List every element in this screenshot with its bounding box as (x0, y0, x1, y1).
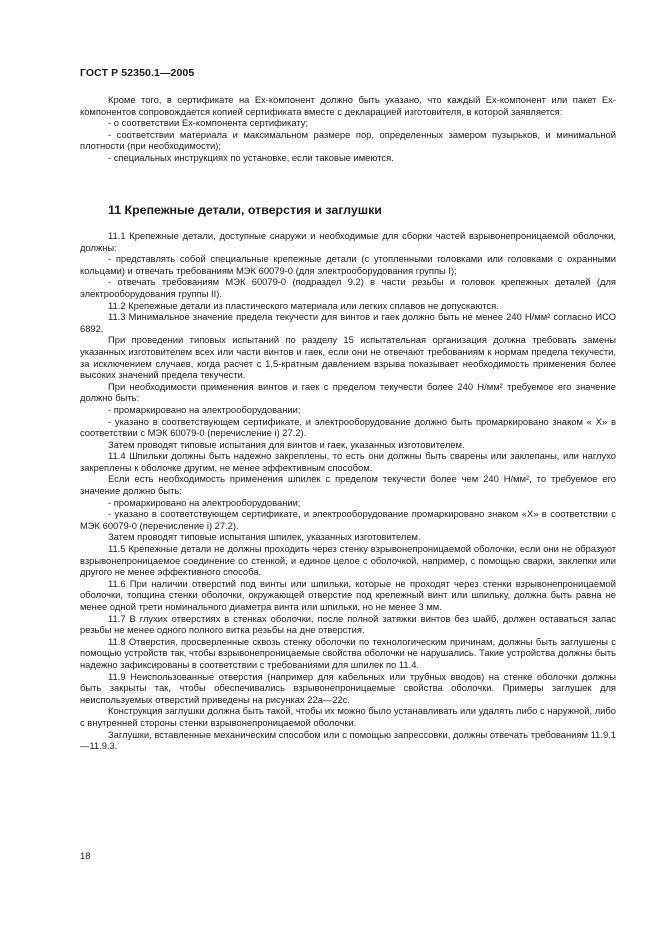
paragraph: Если есть необходимость применения шпилек с пределом текучести более чем 240 Н/мм², то требуемое его значение должно быть: (80, 473, 616, 497)
list-item: - указано в соответствующем сертификате, и электрооборудование должно быть промаркировано знаком « Х» в соответствии с МЭК 60079-0 (перечисление i) 27.2). (80, 415, 616, 439)
paragraph-11-2: 11.2 Крепежные детали из пластического материала или легких сплавов не допускаются. (108, 299, 499, 311)
intro-list-item: - специальных инструкциях по установке, если таковые имеются. (108, 151, 394, 163)
paragraph-11-3: 11.3 Минимальное значение предела текучести для винтов и гаек должно быть не менее 240 Н/мм² согласно ИСО 6892. (80, 311, 616, 334)
section-body (80, 230, 616, 752)
section-heading: 11 Крепежные детали, отверстия и заглушки (108, 203, 382, 217)
paragraph: При проведении типовых испытаний по разделу 15 испытательная организация должна требовать замены указанных изготовителем всех или части винтов и гаек, если они не отвечают требованиям к нормам предела текучести, за исключением случаев, когда расчет с 1,5-кратным давлением взрыва показывает необходимость применения более высоких значений предела текучести. (80, 334, 616, 381)
paragraph: При необходимости применения винтов и гаек с пределом текучести более 240 Н/мм² требуемое его значение должно быть: (80, 380, 616, 404)
paragraph: Конструкция заглушки должна быть такой, чтобы их можно было устанавливать или удалять либо с наружной, либо с внутренней стороны стенки взрывонепроницаемой оболочки. (80, 705, 616, 728)
paragraph-11-4: 11.4 Шпильки должны быть надежно закреплены, то есть они должны быть сварены или заклепаны, или наглухо закреплены к оболочке другим, не менее эффективным способом. (80, 450, 616, 473)
intro-paragraph: Кроме того, в сертификате на Ех-компонент должно быть указано, что каждый Ех-компонент или пакет Ех-компонентов сопровождается копией сертификата вместе с декларацией изготовителя, в которой заявляется: (80, 94, 616, 117)
intro-list-item: - соответствии материала и максимальном размере пор, определенных замером пузырьков, и минимальной плотности (при необходимости); (80, 128, 616, 152)
list-item: - представлять собой специальные крепежные детали (с утопленными головками или головками с охранными кольцами) и отвечать требованиям МЭК 60079-0 (для электрооборудования группы I); (80, 253, 616, 276)
list-item: - промаркировано на электрооборудовании; (108, 496, 301, 508)
page-number: 18 (80, 850, 91, 861)
paragraph-11-9: 11.9 Неиспользованные отверстия (например для кабельных или трубных вводов) на стенке оболочки должны быть закрыты так, чтобы обеспечивались взрывонепроницаемые свойства оболочки. Примеры заглушек для неиспользуемых отверстий приведены на рисунках 22а—22с. (80, 670, 616, 705)
paragraph: Затем проводят типовые испытания шпилек, указанных изготовителем. (108, 531, 421, 543)
paragraph: Затем проводят типовые испытания для винтов и гаек, указанных изготовителем. (108, 438, 465, 450)
list-item: - промаркировано на электрооборудовании; (108, 403, 301, 415)
paragraph-11-8: 11.8 Отверстия, просверленные сквозь стенку оболочки по технологическим причинам, должны быть заглушены с помощью устройств так, чтобы взрывонепроницаемые свойства оболочки не нарушались. Такие устройства должны быть надежно зафиксированы в соответствии с требованиями для шпилек по 11.4. (80, 635, 616, 670)
intro-list-item: - о соответствии Ех-компонента сертификату; (108, 117, 309, 129)
list-item: - указано в соответствующем сертификате, и электрооборудование промаркировано знаком «Х» в соответствии с МЭК 60079-0 (перечисление i) 27.2). (80, 508, 616, 531)
paragraph: Заглушки, вставленные механическим способом или с помощью запрессовки, должны отвечать требованиям 11.9.1—11.9.3. (80, 728, 616, 752)
paragraph-11-1: 11.1 Крепежные детали, доступные снаружи и необходимые для сборки частей взрывонепроницаемой оболочки, должны: (80, 230, 616, 253)
list-item: - отвечать требованиям МЭК 60079-0 (подраздел 9.2) в части резьбы и головок крепежных деталей (для электрооборудования группы II). (80, 276, 616, 299)
intro-block (80, 94, 616, 164)
paragraph-11-7: 11.7 В глухих отверстиях в стенках оболочки, после полной затяжки винтов без шайб, должен оставаться запас резьбы не менее одного полного витка резьбы на дне отверстия. (80, 612, 616, 636)
paragraph-11-6: 11.6 При наличии отверстий под винты или шпильки, которые не проходят через стенки взрывонепроницаемой оболочки, толщина стенки оболочки, окружающей отверстие под крепежный винт или шпильку, должна быть равна не менее одной трети номинального диаметра винта или шпильки, но не менее 3 мм. (80, 577, 616, 612)
document-header: ГОСТ Р 52350.1—2005 (80, 67, 195, 79)
paragraph-11-5: 11.5 Крепежные детали не должны проходить через стенку взрывонепроницаемой оболочки, если они не образуют взрывонепроницаемое соединение со стенкой, и единое целое с оболочкой, например, с помощью сварки, заклепки или другого не менее эффективного способа. (80, 543, 616, 578)
